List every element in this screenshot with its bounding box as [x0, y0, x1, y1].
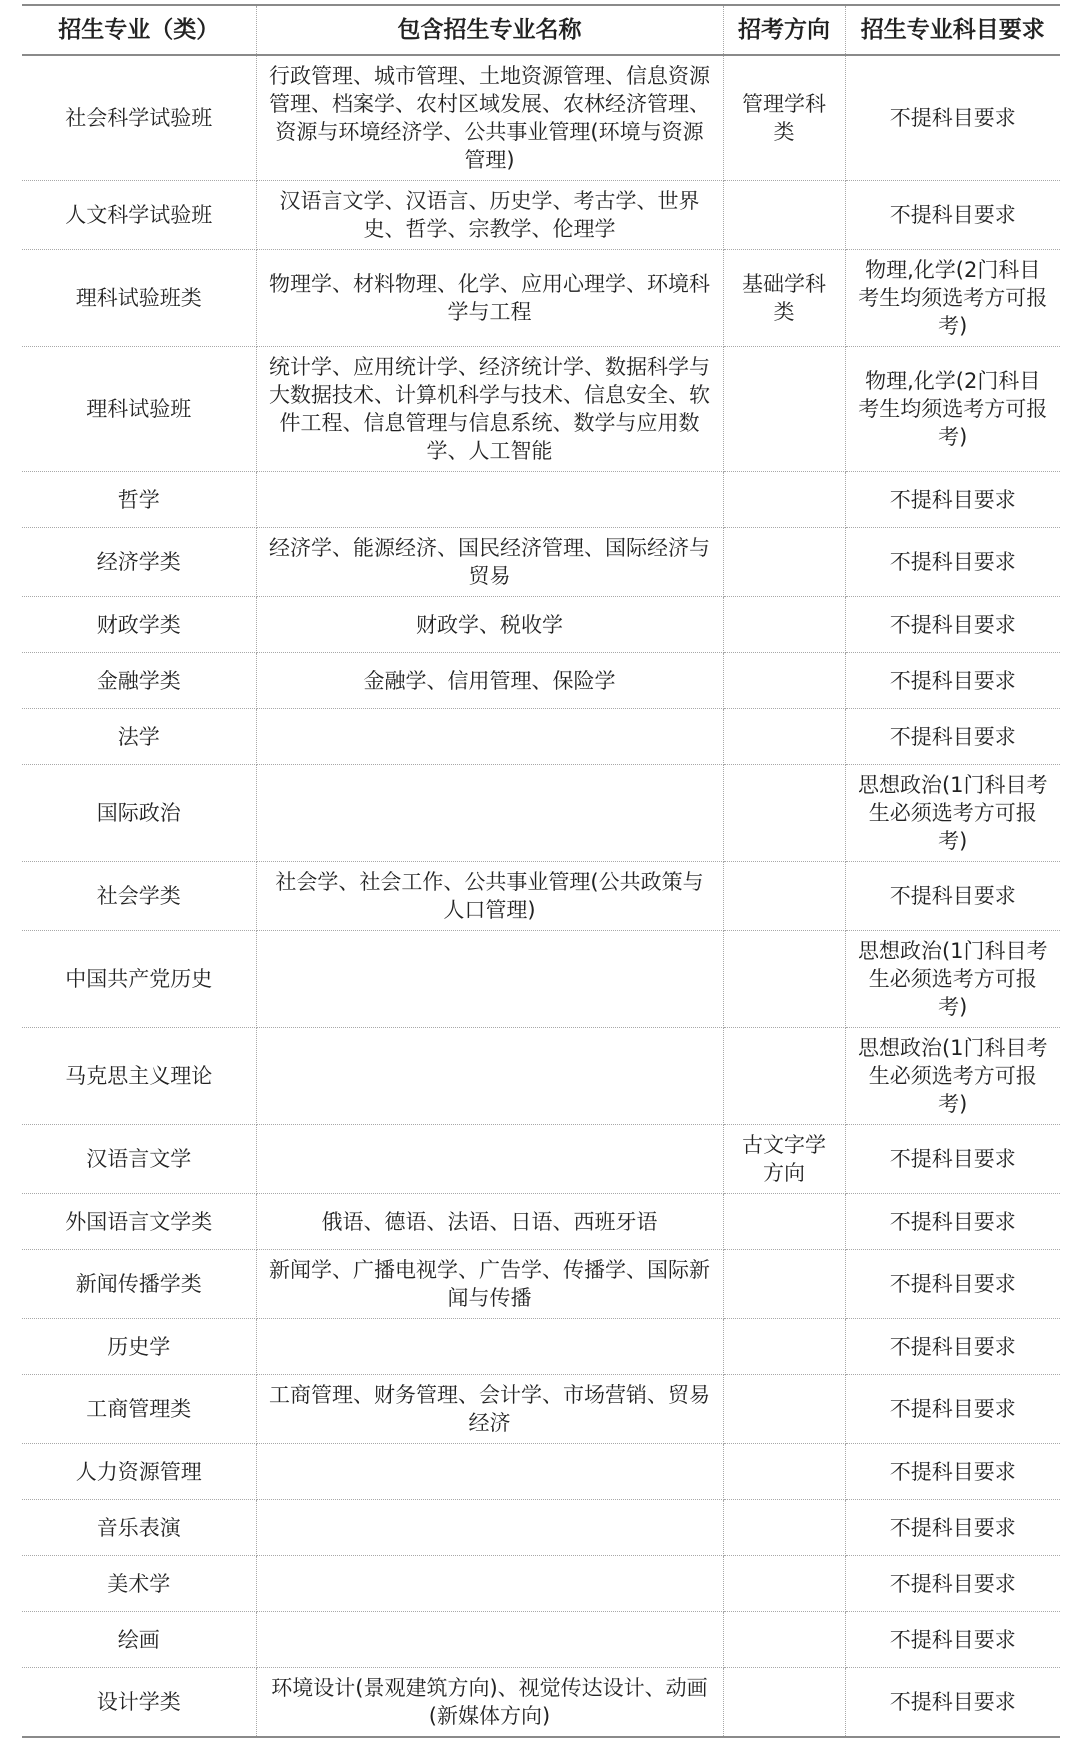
- cell-category: 历史学: [22, 1319, 256, 1375]
- cell-category: 社会学类: [22, 862, 256, 931]
- cell-category: 人力资源管理: [22, 1444, 256, 1500]
- header-category: 招生专业（类）: [22, 5, 256, 55]
- cell-direction: 基础学科类: [723, 250, 845, 347]
- table-row: [22, 597, 1060, 653]
- cell-category: 人文科学试验班: [22, 181, 256, 250]
- cell-majors: 俄语、德语、法语、日语、西班牙语: [256, 1194, 723, 1250]
- cell-requirement: 不提科目要求: [845, 862, 1060, 931]
- cell-majors: [256, 1612, 723, 1668]
- header-direction: 招考方向: [723, 5, 845, 55]
- cell-direction: [723, 1250, 845, 1319]
- cell-majors: 汉语言文学、汉语言、历史学、考古学、世界史、哲学、宗教学、伦理学: [256, 181, 723, 250]
- cell-direction: [723, 528, 845, 597]
- table-row: [22, 347, 1060, 472]
- cell-majors: [256, 472, 723, 528]
- cell-majors: [256, 765, 723, 862]
- cell-direction: 古文字学方向: [723, 1125, 845, 1194]
- cell-direction: [723, 1500, 845, 1556]
- cell-category: 财政学类: [22, 597, 256, 653]
- cell-requirement: 不提科目要求: [845, 653, 1060, 709]
- table-row: [22, 472, 1060, 528]
- cell-direction: [723, 1028, 845, 1125]
- cell-majors: [256, 709, 723, 765]
- cell-requirement: 不提科目要求: [845, 181, 1060, 250]
- table-row: [22, 55, 1060, 181]
- cell-requirement: 不提科目要求: [845, 55, 1060, 181]
- cell-majors: 经济学、能源经济、国民经济管理、国际经济与贸易: [256, 528, 723, 597]
- table-row: [22, 181, 1060, 250]
- admission-majors-table: [22, 4, 1060, 1738]
- cell-category: 设计学类: [22, 1668, 256, 1738]
- cell-direction: [723, 765, 845, 862]
- cell-category: 马克思主义理论: [22, 1028, 256, 1125]
- cell-majors: [256, 1556, 723, 1612]
- cell-requirement: 物理,化学(2门科目考生均须选考方可报考): [845, 347, 1060, 472]
- cell-majors: [256, 931, 723, 1028]
- cell-requirement: 不提科目要求: [845, 1668, 1060, 1738]
- cell-majors: [256, 1125, 723, 1194]
- table-row: [22, 765, 1060, 862]
- cell-majors: 环境设计(景观建筑方向)、视觉传达设计、动画(新媒体方向): [256, 1668, 723, 1738]
- cell-requirement: 不提科目要求: [845, 1125, 1060, 1194]
- cell-majors: [256, 1444, 723, 1500]
- cell-direction: 管理学科类: [723, 55, 845, 181]
- cell-direction: [723, 709, 845, 765]
- cell-category: 绘画: [22, 1612, 256, 1668]
- cell-direction: [723, 1556, 845, 1612]
- cell-category: 法学: [22, 709, 256, 765]
- table-row: [22, 1556, 1060, 1612]
- header-majors: 包含招生专业名称: [256, 5, 723, 55]
- cell-category: 理科试验班: [22, 347, 256, 472]
- cell-requirement: 不提科目要求: [845, 709, 1060, 765]
- cell-direction: [723, 347, 845, 472]
- cell-majors: 物理学、材料物理、化学、应用心理学、环境科学与工程: [256, 250, 723, 347]
- cell-requirement: 不提科目要求: [845, 1250, 1060, 1319]
- cell-category: 新闻传播学类: [22, 1250, 256, 1319]
- cell-majors: [256, 1319, 723, 1375]
- table-body: [22, 55, 1060, 1737]
- cell-category: 音乐表演: [22, 1500, 256, 1556]
- cell-category: 工商管理类: [22, 1375, 256, 1444]
- cell-majors: 社会学、社会工作、公共事业管理(公共政策与人口管理): [256, 862, 723, 931]
- cell-requirement: 不提科目要求: [845, 1612, 1060, 1668]
- cell-category: 美术学: [22, 1556, 256, 1612]
- cell-majors: [256, 1028, 723, 1125]
- cell-category: 中国共产党历史: [22, 931, 256, 1028]
- cell-requirement: 思想政治(1门科目考生必须选考方可报考): [845, 1028, 1060, 1125]
- cell-requirement: 思想政治(1门科目考生必须选考方可报考): [845, 765, 1060, 862]
- table-row: [22, 250, 1060, 347]
- cell-direction: [723, 1194, 845, 1250]
- table-row: [22, 1375, 1060, 1444]
- table-row: [22, 931, 1060, 1028]
- cell-majors: 财政学、税收学: [256, 597, 723, 653]
- cell-direction: [723, 1375, 845, 1444]
- table-row: [22, 1500, 1060, 1556]
- cell-requirement: 不提科目要求: [845, 1319, 1060, 1375]
- cell-category: 哲学: [22, 472, 256, 528]
- table-row: [22, 1028, 1060, 1125]
- cell-majors: 工商管理、财务管理、会计学、市场营销、贸易经济: [256, 1375, 723, 1444]
- table-row: [22, 1125, 1060, 1194]
- cell-category: 经济学类: [22, 528, 256, 597]
- table-row: [22, 653, 1060, 709]
- cell-direction: [723, 1612, 845, 1668]
- cell-category: 外国语言文学类: [22, 1194, 256, 1250]
- cell-requirement: 不提科目要求: [845, 528, 1060, 597]
- header-requirement: 招生专业科目要求: [845, 5, 1060, 55]
- cell-requirement: 不提科目要求: [845, 1444, 1060, 1500]
- table-row: [22, 1194, 1060, 1250]
- cell-direction: [723, 1319, 845, 1375]
- cell-requirement: 不提科目要求: [845, 472, 1060, 528]
- cell-majors: 行政管理、城市管理、土地资源管理、信息资源管理、档案学、农村区域发展、农林经济管理、资源与环境经济学、公共事业管理(环境与资源管理): [256, 55, 723, 181]
- cell-category: 汉语言文学: [22, 1125, 256, 1194]
- table-row: [22, 1668, 1060, 1738]
- cell-direction: [723, 1444, 845, 1500]
- cell-majors: [256, 1500, 723, 1556]
- cell-direction: [723, 1668, 845, 1738]
- cell-requirement: 不提科目要求: [845, 1194, 1060, 1250]
- cell-direction: [723, 181, 845, 250]
- table-row: [22, 1612, 1060, 1668]
- table-header: [22, 5, 1060, 55]
- cell-requirement: 不提科目要求: [845, 1375, 1060, 1444]
- cell-majors: 新闻学、广播电视学、广告学、传播学、国际新闻与传播: [256, 1250, 723, 1319]
- cell-majors: 统计学、应用统计学、经济统计学、数据科学与大数据技术、计算机科学与技术、信息安全、软件工程、信息管理与信息系统、数学与应用数学、人工智能: [256, 347, 723, 472]
- cell-requirement: 思想政治(1门科目考生必须选考方可报考): [845, 931, 1060, 1028]
- header-row: [22, 5, 1060, 55]
- cell-requirement: 不提科目要求: [845, 597, 1060, 653]
- table-row: [22, 1250, 1060, 1319]
- cell-category: 理科试验班类: [22, 250, 256, 347]
- table-row: [22, 709, 1060, 765]
- cell-requirement: 不提科目要求: [845, 1556, 1060, 1612]
- table-row: [22, 528, 1060, 597]
- admission-table-container: [22, 4, 1060, 1738]
- table-row: [22, 1444, 1060, 1500]
- cell-category: 国际政治: [22, 765, 256, 862]
- cell-direction: [723, 931, 845, 1028]
- cell-requirement: 不提科目要求: [845, 1500, 1060, 1556]
- cell-direction: [723, 862, 845, 931]
- cell-category: 社会科学试验班: [22, 55, 256, 181]
- table-row: [22, 862, 1060, 931]
- cell-direction: [723, 472, 845, 528]
- cell-majors: 金融学、信用管理、保险学: [256, 653, 723, 709]
- table-row: [22, 1319, 1060, 1375]
- cell-direction: [723, 597, 845, 653]
- cell-category: 金融学类: [22, 653, 256, 709]
- cell-direction: [723, 653, 845, 709]
- cell-requirement: 物理,化学(2门科目考生均须选考方可报考): [845, 250, 1060, 347]
